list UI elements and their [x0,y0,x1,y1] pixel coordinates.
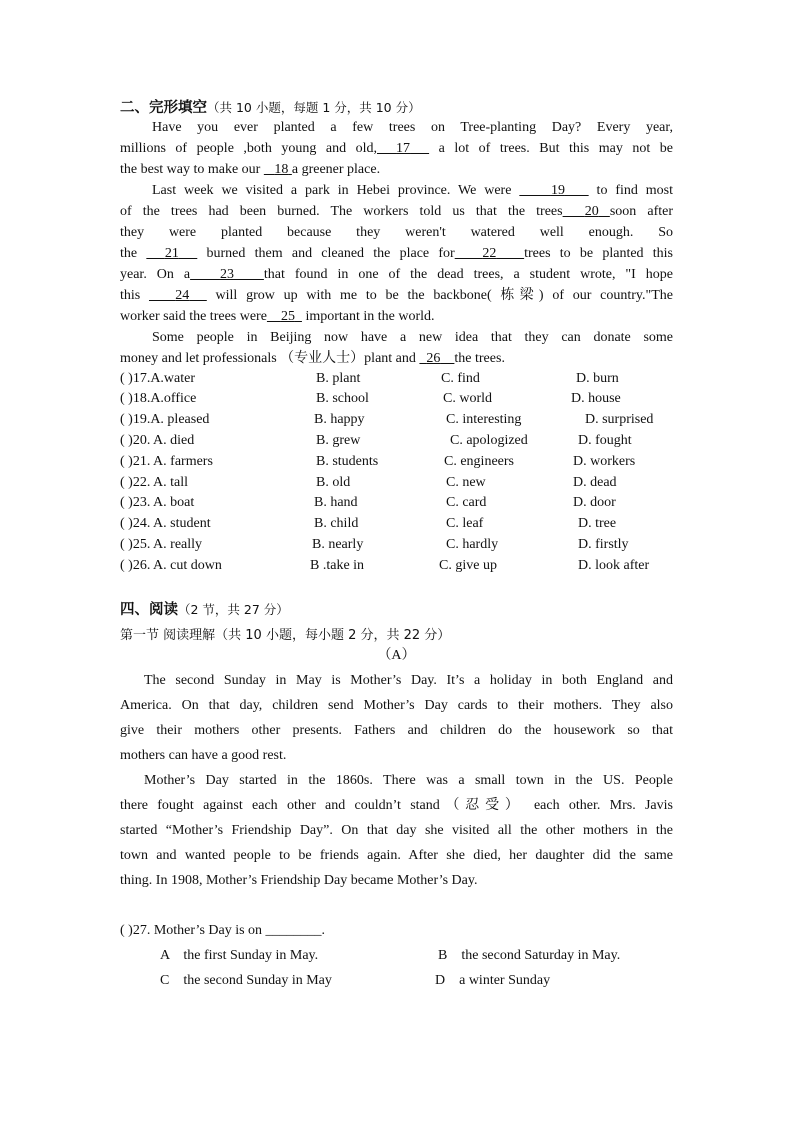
section-title: 四、阅读 [120,602,178,618]
option-b: B. old [316,475,351,490]
passage-line-2: America. On that day, children send Mother’s Day cards to their mothers. They also [120,698,673,713]
text: of the trees had been burned. The workers told us that the trees [120,204,563,219]
option-c: C. give up [439,558,497,573]
option-d: D. surprised [585,412,654,427]
option-c: C. new [446,475,486,490]
option-b: B. hand [314,495,358,510]
blank-22: 22 [482,246,497,261]
cloze-line-10 [120,307,673,327]
option-d: D. tree [578,516,617,531]
option-b: B. students [316,454,379,469]
question-stem: ( )23. A. boat [120,495,195,510]
question-stem: ( )19.A. pleased [120,412,210,427]
text: soon after [609,204,674,219]
blank-18: 18 [274,162,289,177]
question-stem: ( )25. A. really [120,537,203,552]
passage-line-1: The second Sunday in May is Mother’s Day. It’s a holiday in both England and [144,673,673,688]
option-c: C. apologized [450,433,528,448]
text: a lot of trees. But this may not be [429,141,674,156]
option-c: C. engineers [444,454,514,469]
option-c: C. find [441,371,480,386]
passage-label: （A） [377,648,416,663]
option-b: B. child [314,516,359,531]
text: year. On a [120,267,191,282]
question-stem: ( )20. A. died [120,433,195,448]
option-b: B. nearly [312,537,364,552]
text: worker said the trees were [120,309,267,324]
text: money and let professionals （专业人士）plant and [120,351,420,366]
option-b: B the second Saturday in May. [438,948,621,963]
text: this [120,288,149,303]
option-c: C. world [443,391,492,406]
option-d: D. dead [573,475,617,490]
option-c: C. hardly [446,537,499,552]
question-stem: ( )21. A. farmers [120,454,213,469]
cloze-line-3 [120,160,673,180]
text: burned them and cleaned the place for [197,246,455,261]
text: a greener place. [291,162,381,177]
text: the trees. [454,351,505,366]
option-b: B. grew [316,433,361,448]
cloze-line-4 [152,181,673,201]
passage-line-7: started “Mother’s Friendship Day”. On that day she visited all the other mothers in the [120,823,673,838]
option-d: D. house [571,391,621,406]
question-stem: ( )24. A. student [120,516,211,531]
blank-26: 26 [426,351,441,366]
question-stem: ( )27. Mother’s Day is on ________. [120,923,326,938]
blank-20: 20 [584,204,599,219]
option-c: C. card [446,495,487,510]
subsection-title: 第一节 阅读理解（共 10 小题，每小题 2 分，共 22 分） [120,628,451,643]
option-c: C. leaf [446,516,484,531]
section-heading-cloze [120,96,421,117]
cloze-line-8 [120,265,673,285]
text: Last week we visited a park in Hebei province. We were [152,183,520,198]
question-stem: ( )18.A.office [120,391,197,406]
text: important in the world. [301,309,435,324]
question-stem: ( )26. A. cut down [120,558,222,573]
blank-17: 17 [396,141,411,156]
text: Have you ever planted a few trees on Tree-planting Day? Every year, [152,120,673,135]
option-b: B. school [316,391,369,406]
option-b: B. plant [316,371,361,386]
passage-line-5: Mother’s Day started in the 1860s. There was a small town in the US. People [144,773,673,788]
text: trees to be planted this [524,246,674,261]
option-d: D. workers [573,454,636,469]
text: that found in one of the dead trees, a student wrote, "I hope [263,267,673,282]
cloze-line-9 [120,286,673,306]
passage-line-8: town and wanted people to be friends again. After she died, her daughter did the same [120,848,673,863]
cloze-line-11 [152,328,673,348]
question-stem: ( )17.A.water [120,371,196,386]
cloze-line-12 [120,349,673,369]
option-c: C the second Sunday in May [160,973,332,988]
option-b: B. happy [314,412,365,427]
option-d: D. burn [576,371,619,386]
blank-23: 23 [219,267,234,282]
text: Some people in Beijing now have a new idea that they can donate some [152,330,673,345]
section-title: 二、完形填空 [120,100,207,116]
question-stem: ( )22. A. tall [120,475,189,490]
blank-19: 19 [550,183,565,198]
section-note: （2 节，共 27 分） [178,602,289,617]
passage-line-3: give their mothers other presents. Fathers and children do the housework so that [120,723,673,738]
passage-line-9: thing. In 1908, Mother’s Friendship Day became Mother’s Day. [120,873,478,888]
cloze-line-6 [120,223,673,243]
section-note: （共 10 小题，每题 1 分，共 10 分） [207,100,421,115]
option-d: D. fought [578,433,632,448]
option-b: B .take in [310,558,365,573]
text: the [120,246,147,261]
passage-line-4: mothers can have a good rest. [120,748,287,763]
option-c: C. interesting [446,412,522,427]
blank-24: 24 [175,288,190,303]
option-d: D a winter Sunday [435,973,551,988]
option-a: A the first Sunday in May. [160,948,319,963]
blank-21: 21 [164,246,179,261]
passage-line-6: there fought against each other and couldn’t stand（忍受） each other. Mrs. Javis [120,798,673,813]
option-d: D. door [573,495,616,510]
text: millions of people ,both young and old, [120,141,377,156]
option-d: D. firstly [578,537,629,552]
cloze-line-2 [120,139,673,159]
blank-25: 25 [280,309,295,324]
cloze-line-7 [120,244,673,264]
cloze-line-5 [120,202,673,222]
cloze-line-1 [152,118,673,138]
text: will grow up with me to be the backbone( 栋梁) of our country."The [206,288,673,303]
option-d: D. look after [578,558,650,573]
text: they were planted because they weren't watered well enough. So [120,225,673,240]
text: the best way to make our [120,162,264,177]
section-heading-reading [120,598,289,619]
text: to find most [588,183,674,198]
